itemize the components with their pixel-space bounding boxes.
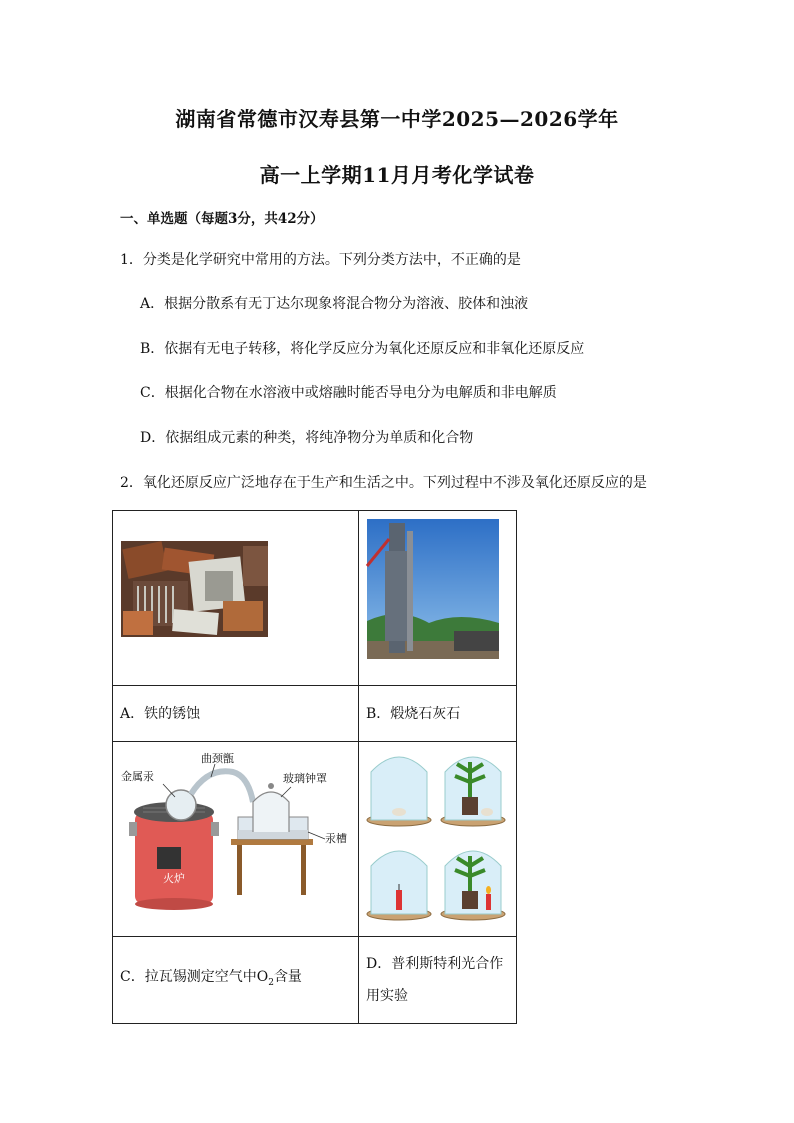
question-1-option-c: C．根据化合物在水溶液中或熔融时能否导电分为电解质和非电解质 (140, 385, 557, 401)
label-furnace: 火炉 (163, 872, 185, 885)
option-d-label: D．普利斯特利光合作 用实验 (366, 956, 504, 1004)
option-a-label: A．铁的锈蚀 (120, 705, 201, 722)
option-a-image-cell (113, 511, 359, 686)
question-2-stem: 2．氧化还原反应广泛地存在于生产和生活之中。下列过程中不涉及氧化还原反应的是 (120, 475, 647, 491)
bell-jar-plants-image (359, 742, 516, 932)
option-c-label: C．拉瓦锡测定空气中$O_2$含量 (120, 969, 302, 988)
label-mercury: 金属汞 (121, 770, 154, 783)
question-1-option-a: A．根据分散系有无丁达尔现象将混合物分为溶液、胶体和浊液 (140, 296, 529, 312)
question-1-stem: 1．分类是化学研究中常用的方法。下列分类方法中，不正确的是 (120, 252, 521, 268)
lavoisier-apparatus-diagram (113, 742, 358, 932)
page-title-line1: 湖南省常德市汉寿县第一中学2025—2026学年 (175, 107, 619, 131)
question-1-option-d: D．依据组成元素的种类，将纯净物分为单质和化合物 (140, 430, 474, 446)
question-2-options-table (112, 510, 517, 1024)
option-c-image-cell (113, 742, 359, 937)
rusted-iron-image (113, 511, 358, 681)
option-b-image-cell (359, 511, 517, 686)
label-bell-jar: 玻璃钟罩 (283, 772, 327, 785)
section-heading: 一、单选题（每题3分，共42分） (120, 211, 324, 227)
option-d-image-cell (359, 742, 517, 937)
page-title-line2: 高一上学期11月月考化学试卷 (259, 163, 535, 187)
question-1-option-b: B．依据有无电子转移，将化学反应分为氧化还原反应和非氧化还原反应 (140, 341, 585, 357)
lime-kiln-image (359, 511, 516, 681)
option-b-label: B．煅烧石灰石 (366, 705, 461, 722)
label-trough: 汞槽 (325, 832, 347, 845)
label-retort: 曲颈甑 (201, 752, 234, 765)
